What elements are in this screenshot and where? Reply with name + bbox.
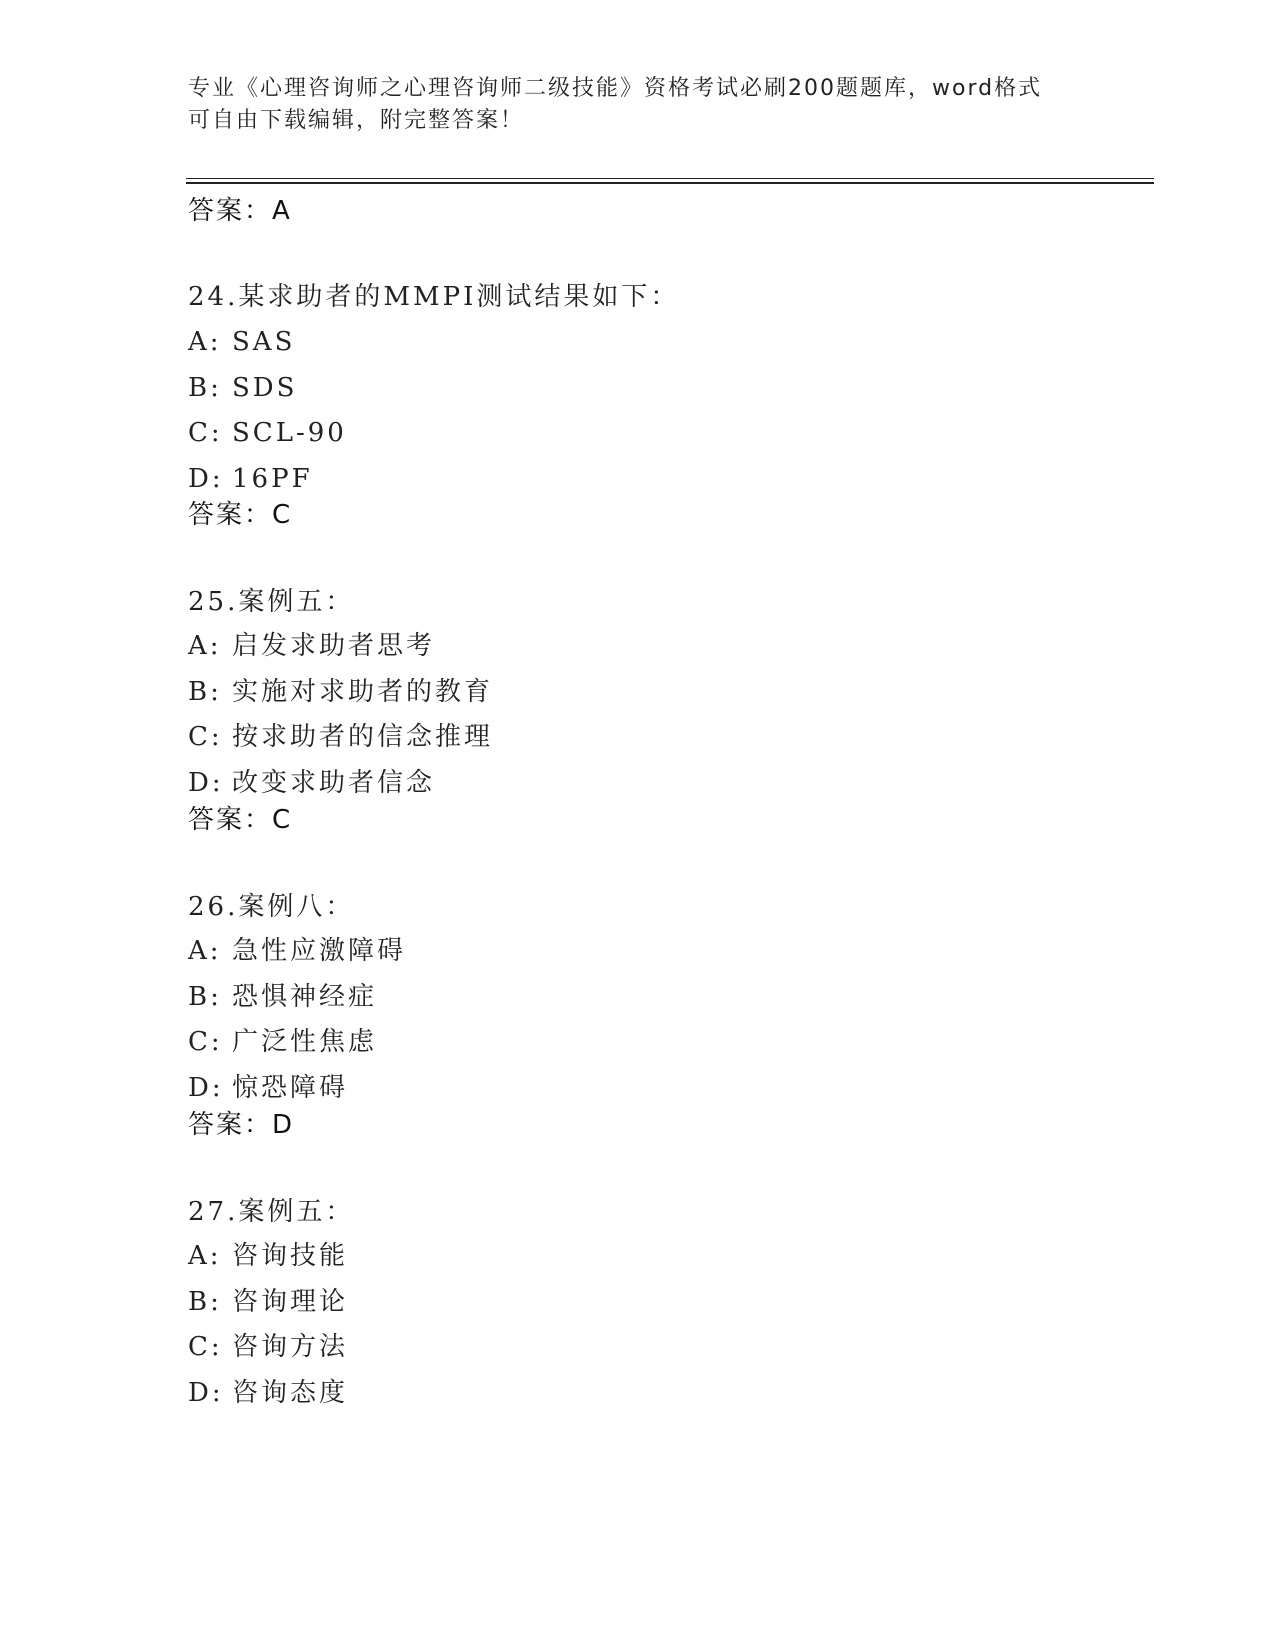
option-text: 咨询态度: [232, 1377, 349, 1408]
option-text: SDS: [232, 372, 298, 403]
option-b: [188, 371, 347, 417]
option-key: B:: [188, 676, 222, 707]
option-b: [188, 1285, 348, 1331]
document-header: [188, 73, 1088, 137]
option-text: 广泛性焦虑: [232, 1027, 378, 1057]
option-text: SCL-90: [232, 418, 347, 448]
option-a: [188, 325, 347, 371]
option-a: [188, 629, 493, 675]
option-a: [188, 1239, 348, 1285]
option-key: B:: [188, 1286, 222, 1317]
option-text: 惊恐障碍: [232, 1072, 349, 1103]
option-d: [188, 1376, 348, 1422]
option-c: [188, 720, 493, 766]
option-text: 启发求助者思考: [232, 631, 436, 661]
option-text: 改变求助者信念: [232, 767, 436, 798]
question-27-options: [188, 1239, 348, 1421]
question-25-options: [188, 629, 493, 811]
option-text: 急性应激障碍: [232, 936, 407, 966]
question-title: 25.案例五：: [188, 587, 355, 617]
header-line-2: 可自由下载编辑，附完整答案！: [188, 108, 525, 133]
option-text: 咨询理论: [232, 1286, 349, 1317]
option-text: 实施对求助者的教育: [232, 676, 494, 707]
option-key: D:: [188, 1072, 224, 1103]
option-key: A:: [188, 631, 222, 661]
answer-25: 答案：C: [188, 805, 293, 835]
option-c: [188, 1025, 406, 1071]
option-text: 按求助者的信念推理: [232, 722, 494, 752]
header-line-1: 专业《心理咨询师之心理咨询师二级技能》资格考试必刷200题题库，word格式: [188, 76, 1043, 101]
header-divider-thick: [186, 182, 1154, 184]
option-text: 咨询技能: [232, 1241, 349, 1271]
question-title: 27.案例五：: [188, 1197, 355, 1227]
option-key: C:: [188, 722, 223, 752]
header-divider-thin: [186, 178, 1154, 179]
option-key: B:: [188, 981, 222, 1012]
question-24-options: [188, 325, 347, 507]
question-26-options: [188, 934, 406, 1116]
answer-26: 答案：D: [188, 1110, 295, 1140]
option-text: 咨询方法: [232, 1332, 349, 1362]
question-27: [188, 1195, 354, 1229]
question-title: 24.某求助者的MMPI测试结果如下：: [188, 282, 680, 312]
question-26: [188, 890, 354, 924]
option-text: 恐惧神经症: [232, 981, 378, 1012]
option-key: A:: [188, 327, 222, 357]
option-text: 16PF: [232, 463, 313, 494]
option-key: D:: [188, 463, 224, 494]
option-key: A:: [188, 936, 222, 966]
option-key: C:: [188, 1027, 223, 1057]
question-25: [188, 585, 354, 619]
option-key: B:: [188, 372, 222, 403]
option-a: [188, 934, 406, 980]
option-b: [188, 980, 406, 1026]
option-key: C:: [188, 418, 223, 448]
option-key: D:: [188, 1377, 224, 1408]
question-title: 26.案例八：: [188, 892, 355, 922]
previous-answer: 答案：A: [188, 196, 292, 226]
option-c: [188, 416, 347, 462]
option-b: [188, 675, 493, 721]
option-key: C:: [188, 1332, 223, 1362]
option-key: D:: [188, 767, 224, 798]
option-key: A:: [188, 1241, 222, 1271]
answer-24: 答案：C: [188, 500, 293, 530]
option-text: SAS: [232, 327, 296, 357]
question-24: [188, 280, 679, 314]
option-c: [188, 1330, 348, 1376]
